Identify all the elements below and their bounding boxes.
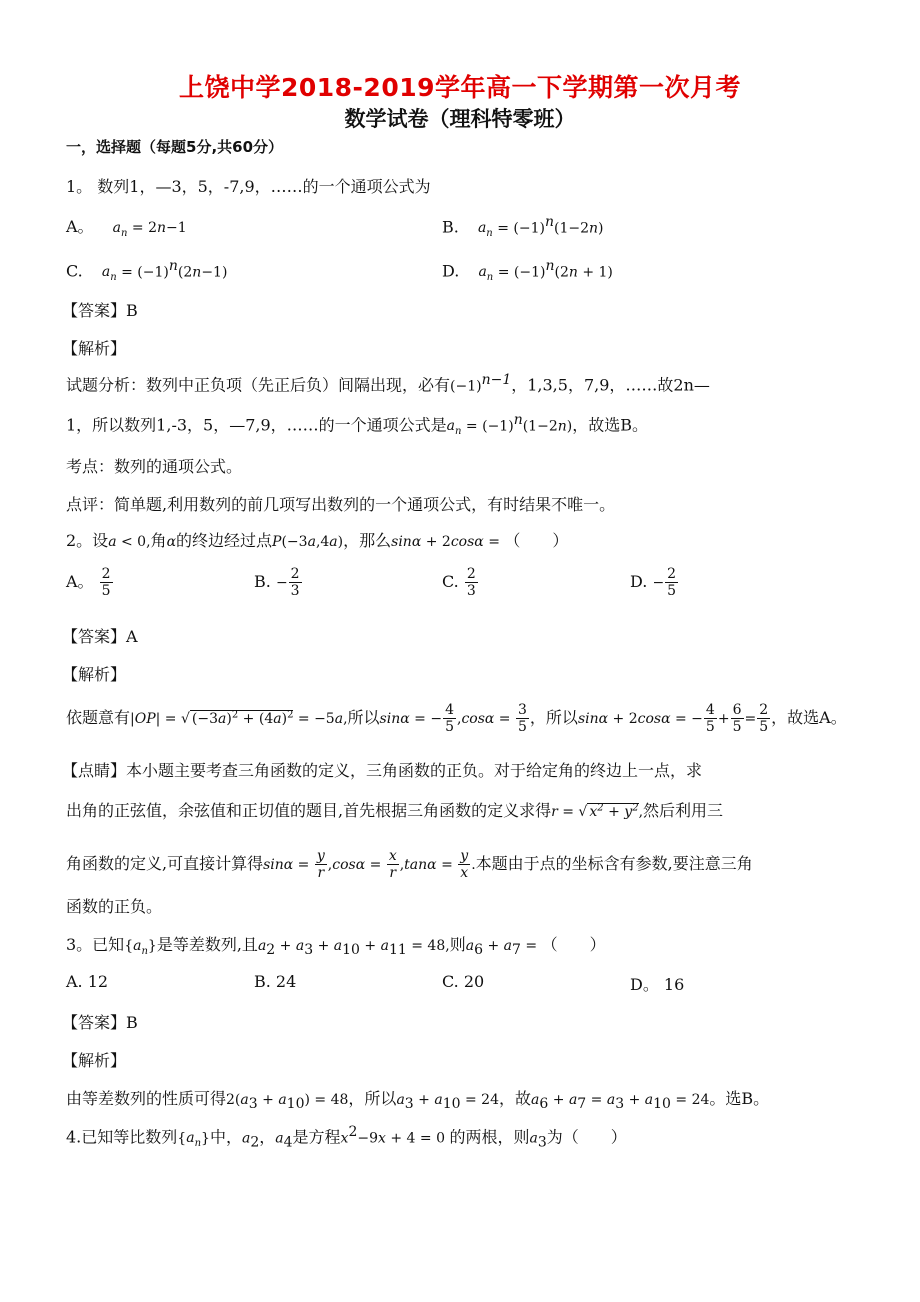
q2-option-b[interactable]: B. − $\frac{2}{3}$ — [254, 566, 300, 599]
q2-answer: 【答案】A — [62, 627, 138, 646]
q3-analysis: 由等差数列的性质可得$2(a_3 + a_{10}) = 48$，所以$a_3 + a_{10} = 24$，故$a_6 + a_7 = a_3 + a_{10} = 24$。选B。 — [66, 1089, 770, 1113]
exam-subtitle: 数学试卷（理科特零班） — [344, 107, 576, 131]
q3-option-b[interactable]: B. 24 — [254, 972, 297, 991]
q1-answer: 【答案】B — [62, 301, 138, 320]
q1-option-d[interactable]: D. $a_n = (-1)^n(2n + 1)$ — [442, 258, 613, 284]
q3-option-a[interactable]: A. 12 — [66, 972, 109, 991]
q2-option-a[interactable]: A。 $\frac{2}{5}$ — [66, 566, 111, 599]
q1-dianping: 点评：简单题,利用数列的前几项写出数列的一个通项公式，有时结果不唯一。 — [66, 495, 616, 514]
q1-analysis-line2: 1，所以数列1,-3，5，—7,9，……的一个通项公式是$a_n = (-1)^n(1-2n)$，故选B。 — [66, 412, 648, 438]
q2-analysis: 依题意有|OP| = √ $(-3a)^2 + (4a)^2 = -5a$,所以sinα = − $\frac{4}{5}$ ,cosα = $\frac{3}{5}$ ，所以sinα + 2cosα = − $\frac{4}{5}$ + $\frac{6}{5}$ = $\frac{2}{5}$ ，故选A。 — [66, 702, 847, 735]
exam-title: 上饶中学2018-2019学年高一下学期第一次月考 — [178, 73, 742, 102]
q1-analysis-label: 【解析】 — [62, 339, 127, 358]
q1-stem: 1。 数列1，—3，5，-7,9，……的一个通项公式为 — [66, 177, 431, 196]
q2-option-c[interactable]: C. $\frac{2}{3}$ — [442, 566, 476, 599]
q3-answer: 【答案】B — [62, 1013, 138, 1032]
q2-note-line3: 角函数的定义,可直接计算得sinα = $\frac{y}{r}$ ,cosα = $\frac{x}{r}$ ,tanα = $\frac{y}{x}$ .本题由于点的坐标含有参数,要注意三角 — [66, 848, 753, 881]
q2-note-line4: 函数的正负。 — [66, 897, 163, 916]
section-heading: 一，选择题（每题5分,共60分） — [66, 138, 284, 156]
q1-option-b[interactable]: B. $a_n = (-1)^n(1-2n)$ — [442, 214, 604, 240]
q2-stem: 2。设a < 0,角α的终边经过点P(−3a,4a)，那么sinα + 2cosα = （ ） — [66, 531, 569, 550]
q1-option-c[interactable]: C. $a_n = (-1)^n(2n-1)$ — [66, 258, 228, 284]
q2-analysis-label: 【解析】 — [62, 665, 127, 684]
q4-stem: 4.已知等比数列$\{a_n\}$中，$a_2$，$a_4$是方程$x^2-9x + 4 = 0$ 的两根，则$a_3$为（ ） — [66, 1124, 627, 1151]
q1-option-b-label: B. — [442, 217, 459, 237]
q1-kaodian: 考点：数列的通项公式。 — [66, 457, 243, 476]
q3-analysis-label: 【解析】 — [62, 1051, 127, 1070]
q3-option-d[interactable]: D。 16 — [630, 975, 685, 994]
q1-option-a-label: A。 — [66, 217, 94, 236]
q3-option-c[interactable]: C. 20 — [442, 972, 485, 991]
q2-note-line2: 出角的正弦值，余弦值和正切值的题目,首先根据三角函数的定义求得r = √ $x^2 + y^2$,然后利用三 — [66, 801, 724, 820]
q1-option-d-label: D. — [442, 261, 460, 281]
q1-analysis-line1: 试题分析：数列中正负项（先正后负）间隔出现，必有$(-1)^{n-1}$，1,3,5，7,9，……故2n— — [66, 372, 710, 395]
q1-option-a[interactable]: A。 $a_n = 2n-1$ — [66, 217, 187, 239]
q2-note-line1: 【点睛】本小题主要考查三角函数的定义，三角函数的正负。对于给定角的终边上一点，求 — [62, 761, 703, 780]
q3-stem: 3。已知$\{a_n\}$是等差数列,且$a_2 + a_3 + a_{10} + a_{11} = 48$,则$a_6 + a_7$ = （ ） — [66, 935, 606, 959]
q1-option-c-label: C. — [66, 261, 83, 281]
q2-option-d[interactable]: D. − $\frac{2}{5}$ — [630, 566, 677, 599]
